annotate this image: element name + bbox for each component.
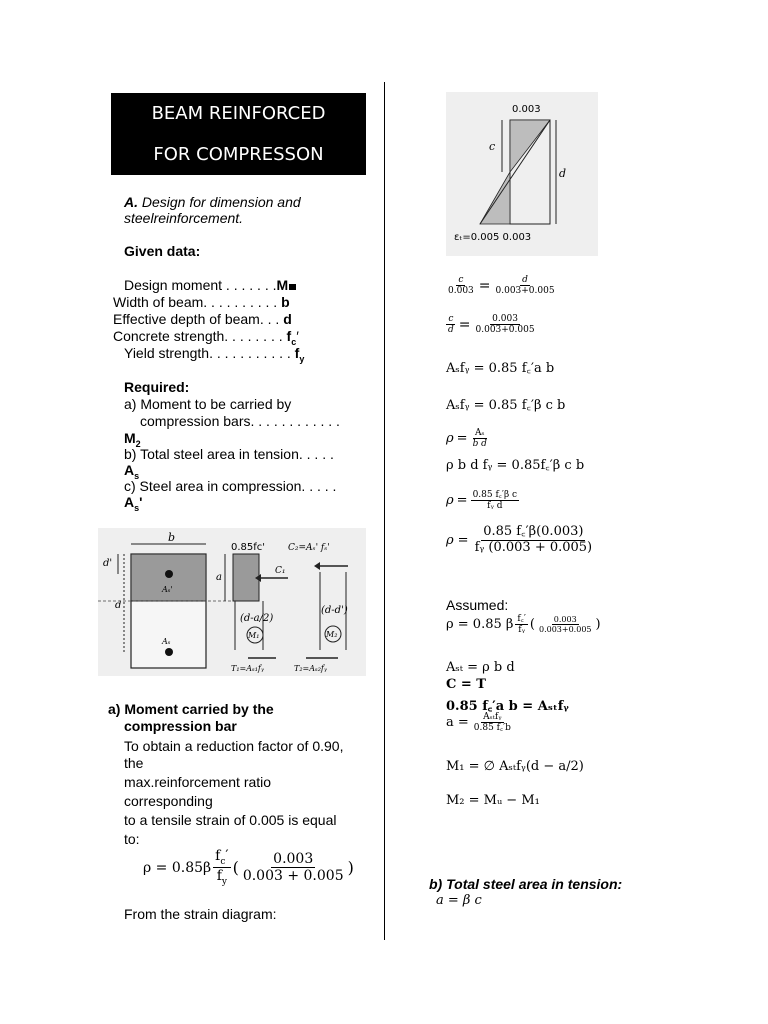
given-symbol-prime: ′ [296, 328, 299, 344]
given-label: Design moment . . . . . . . [124, 277, 277, 293]
title-line-2: FOR COMPRESSON [153, 144, 324, 165]
given-symbol: f [294, 345, 300, 361]
eq-m1: M₁ = ∅ Aₛₜfᵧ(d − a/2) [446, 759, 584, 774]
given-item-depth [113, 311, 292, 328]
section-a-line-1 [124, 194, 301, 211]
formula-num: 0.003 [273, 851, 314, 868]
symbol: A [124, 462, 135, 478]
eq2-d1: d [448, 325, 454, 336]
part-a-text-6: to: [124, 831, 140, 847]
eq9-num: 0.003 [553, 615, 577, 625]
part-b-eq: a = β c [436, 893, 482, 908]
eq13-den: 0.85 f꜀′b [473, 723, 511, 734]
label-d-a2: (d-a/2) [240, 613, 274, 624]
label-c1: C₁ [275, 566, 286, 576]
symbol: A [124, 494, 135, 510]
fy-symbol: f [216, 868, 222, 885]
eq-m2: M₂ = Mᵤ − M₁ [446, 793, 540, 808]
section-a-line-2: steelreinforcement. [124, 210, 244, 226]
given-label: Width of beam. . . . . . . . . . [113, 294, 278, 310]
label-t2: T₂=Aₛ₂fᵧ [294, 664, 327, 673]
eq2-n1: c [448, 314, 454, 324]
assumed-label: Assumed: [446, 597, 509, 613]
eq9-fnum: f꜀′ [517, 614, 526, 624]
label-a: a [216, 572, 222, 583]
eq5-den: b d [472, 439, 487, 450]
required-c-symbol [124, 494, 142, 517]
symbol: M [124, 430, 136, 446]
eq-rho-numeric: ρ = $\frac{0.85 f꜀'\beta(0.003)}{\text{fᵧ (0.003 + 0.005)}}$ [446, 524, 593, 555]
given-item-moment [124, 277, 296, 294]
given-label: Concrete strength. . . . . . . . [113, 328, 283, 344]
given-item-width [113, 294, 290, 311]
label-m1: M₁ [248, 631, 260, 640]
eq-similar-triangles: $\frac{c}{0.003}$ = $\frac{d}{0.003+0.005}$ [448, 275, 555, 297]
eq2-n2: 0.003 [492, 314, 518, 324]
eq-rho-beta-c: ρ = $\frac{\text{0.85 f꜀′β c}}{\text{fᵧ d}}$ [446, 490, 518, 512]
given-symbol: d [283, 311, 292, 327]
given-label: Effective depth of beam. . . [113, 311, 280, 327]
strain-diagram-text: From the strain diagram: [124, 906, 277, 922]
symbol-sub: s [134, 470, 140, 481]
formula-lhs: ρ = 0.85β [143, 859, 212, 876]
eq1-n1: c [458, 275, 464, 285]
symbol-sub: s [134, 502, 140, 513]
compression-bar [165, 570, 173, 578]
part-a-heading-1: a) Moment carried by the [108, 701, 274, 717]
given-symbol: f [286, 328, 292, 344]
symbol-sub: 2 [135, 438, 141, 449]
given-symbol: b [281, 294, 290, 310]
required-b-line-1: b) Total steel area in tension. . . . . [124, 446, 334, 462]
eq9-fden: fᵧ [518, 625, 526, 636]
fc-symbol: f [215, 848, 221, 864]
title-banner [111, 93, 366, 175]
given-item-yield [124, 345, 304, 368]
given-heading: Given data: [124, 243, 201, 259]
eq9-den: 0.003+0.005 [538, 625, 592, 635]
eq7-den: fᵧ d [487, 501, 503, 512]
section-a-letter: A. [124, 194, 138, 210]
eq8-num: 0.85 f꜀′β(0.003) [483, 524, 584, 539]
eq7-num: 0.85 f꜀′β c [472, 490, 518, 500]
label-t1: T₁=Aₛ₁fᵧ [231, 664, 264, 673]
required-c-line-1: c) Steel area in compression. . . . . [124, 478, 337, 494]
label-c: c [489, 140, 496, 153]
eq-ast: Aₛₜ = ρ b d [446, 660, 515, 675]
label-as: Aₛ [162, 637, 171, 646]
tension-bar [165, 648, 173, 656]
title-line-1: BEAM REINFORCED [151, 103, 326, 124]
given-symbol: M [276, 277, 289, 293]
strain-diagram-figure [446, 92, 598, 256]
eq-rho-def: ρ = $\frac{\text{Aₛ}}{\text{b d}}$ [446, 428, 487, 450]
eq-force-balance-beta: Aₛfᵧ = 0.85 f꜀′β c b [446, 398, 566, 413]
required-a-line-1: a) Moment to be carried by [124, 396, 292, 412]
eq-a-depth: a = $\frac{\text{Aₛₜfᵧ}}{0.85 f꜀'b}$ [446, 712, 511, 734]
part-b-heading: b) Total steel area in tension: [429, 876, 623, 892]
part-a-heading-2: compression bar [124, 718, 237, 734]
eq13-num: Aₛₜfᵧ [483, 712, 502, 722]
label-as-prime: Aₛ' [162, 585, 173, 594]
formula-den: 0.003 + 0.005 [242, 868, 344, 885]
eq2-d2: 0.003+0.005 [475, 325, 535, 336]
eq-rho-assumed: ρ = 0.85 β $\frac{f꜀'}{\text{fᵧ}}$ ( $\frac{0.003}{0.003+0.005}$ ) [446, 614, 601, 636]
part-a-text-1: To obtain a reduction factor of 0.90, [124, 738, 344, 754]
fraction-fc-fy: $\frac{f_c'}{f_y}$ [215, 848, 229, 887]
eq8-den: fᵧ (0.003 + 0.005) [474, 539, 593, 555]
required-a-line-2: compression bars. . . . . . . . . . . . [140, 413, 340, 429]
eq-rho-bd: ρ b d fᵧ = 0.85f꜀′β c b [446, 458, 585, 473]
label-dprime: d' [103, 558, 113, 569]
eq-c-over-d: $\frac{c}{d}$ = $\frac{0.003}{0.003+0.005}$ [448, 314, 535, 336]
part-a-text-3: max.reinforcement ratio [124, 774, 272, 790]
section-a-text-1: Design for dimension and [138, 194, 301, 210]
symbol-prime: ' [139, 494, 143, 510]
eq-equilibrium: 0.85 f꜀′a b = Aₛₜfᵧ [446, 699, 569, 714]
stress-block [233, 554, 259, 601]
label-dd: (d-d') [321, 605, 348, 616]
given-label: Yield strength. . . . . . . . . . . [124, 345, 291, 361]
part-a-text-4: corresponding [124, 793, 213, 809]
eq-force-balance-a: Aₛfᵧ = 0.85 f꜀′a b [446, 361, 555, 376]
eq5-num: Aₛ [474, 428, 485, 438]
eq1-d1: 0.003 [448, 286, 474, 297]
label-b: b [168, 531, 176, 544]
label-bottom-strain: εₜ=0.005 0.003 [454, 232, 532, 243]
eq-c-equals-t: C = T [446, 677, 486, 692]
part-a-text-5: to a tensile strain of 0.005 is equal [124, 812, 337, 828]
rho-max-formula: ρ = 0.85β $\frac{f_c'}{f_y}$ ( $\frac{0.003}{0.003 + 0.005}$ ) [143, 848, 354, 887]
given-symbol-sub: y [299, 353, 305, 364]
label-fc: 0.85fc' [231, 542, 266, 553]
required-heading: Required: [124, 379, 190, 395]
eq9-lhs: ρ = 0.85 β [446, 617, 514, 633]
eq1-d2: 0.003+0.005 [495, 286, 555, 297]
part-a-text-2: the [124, 755, 144, 771]
column-divider [384, 82, 385, 940]
fraction-strain [241, 851, 346, 884]
label-top-strain: 0.003 [512, 104, 541, 115]
label-c2: C₂=Aₛ' fₛ' [288, 543, 330, 553]
label-d: d [559, 167, 567, 180]
label-d: d [115, 600, 122, 611]
beam-section-figure [98, 528, 366, 676]
label-m2: M₂ [326, 630, 338, 639]
given-symbol-sub: c [291, 336, 297, 347]
eq1-n2: d [522, 275, 528, 285]
